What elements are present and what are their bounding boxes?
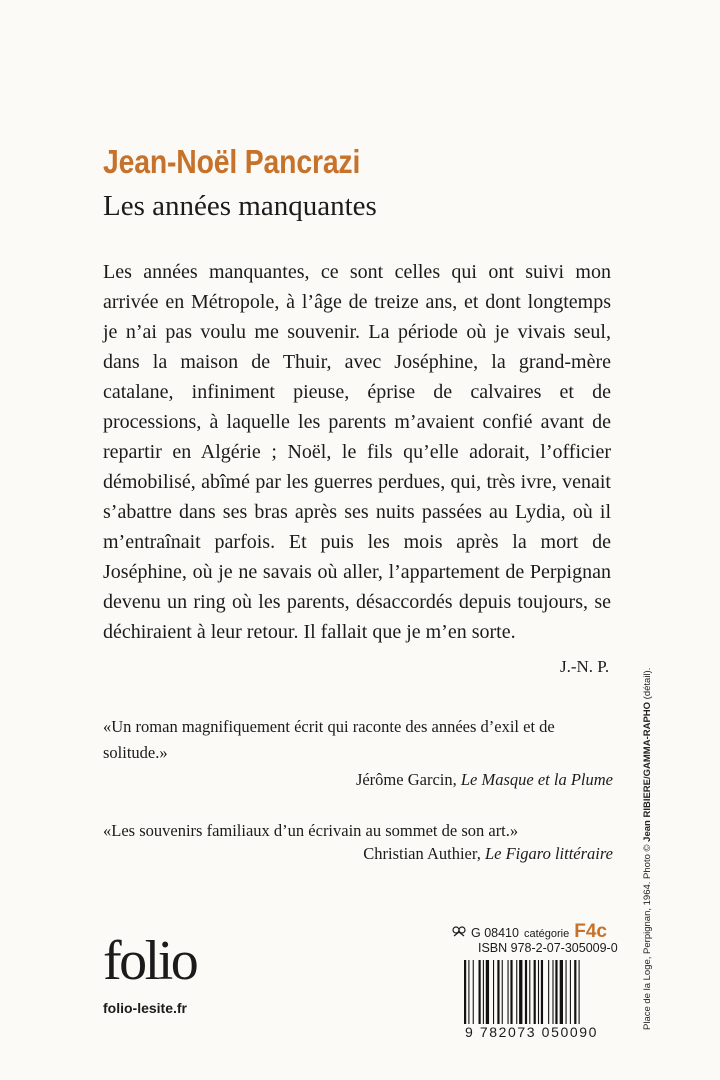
author-name: Jean-Noël Pancrazi [103, 143, 361, 180]
quote-attribution [356, 770, 613, 790]
quote-attribution [363, 844, 613, 864]
quote-critic: Christian Authier, [363, 844, 481, 863]
price-category-row [452, 921, 607, 943]
photo-credit [642, 668, 653, 1030]
barcode-icon [462, 960, 616, 1034]
press-quote: «Les souvenirs familiaux d’un écrivain au sommet de son art.» [103, 821, 519, 840]
category-label: catégorie [523, 928, 570, 940]
quote-source: Le Figaro littéraire [484, 844, 613, 863]
back-cover-blurb: Les années manquantes, ce sont celles qui ont suivi mon arrivée en Métropole, à l’âge de treize ans, et dont longtemps je n’ai pas voulu me souvenir. La période où je vivais seul, dans la maison de Thuir, avec Joséphine, la grand-mère catalane, infiniment pieuse, éprise de calvaires et de processions, à laquelle les parents m’avaient confié avant de repartir en Algérie ; Noël, le fils qu’elle adorait, l’officier démobilisé, abîmé par les guerres perdues, qui, très ivre, venait s’abattre dans ses bras après ses nuits passées au Lydia, où il m’entraînait parfois. Et puis les mois après la mort de Joséphine, où je ne savais où aller, l’appartement de Perpignan devenu un ring où les parents, désaccordés depuis toujours, se déchiraient à leur retour. Il fallait que je m’en sorte. [103, 261, 611, 643]
photo-credit-text: Place de la Loge, Perpignan, 1964. Photo © [642, 841, 653, 1030]
gallimard-icon [452, 926, 466, 937]
quote-critic: Jérôme Garcin, [355, 770, 457, 789]
photo-credit-suffix: (détail). [642, 667, 653, 702]
quote-source: Le Masque et la Plume [460, 770, 613, 789]
isbn: ISBN 978-2-07-305009-0 [478, 941, 618, 955]
barcode-digits: 9 782073 050090 [465, 1024, 598, 1040]
photo-credit-agency: Jean RIBIERE/GAMMA-RAPHO [642, 701, 653, 842]
price-code: G 08410 [471, 926, 519, 940]
book-title: Les années manquantes [103, 190, 377, 222]
blurb-signature: J.-N. P. [560, 657, 610, 676]
press-quote: «Un roman magnifiquement écrit qui raconte des années d’exil et de solitude.» [103, 717, 555, 762]
folio-logo: folio [103, 930, 197, 992]
category-value: F4c [574, 921, 607, 942]
publisher-website: folio-lesite.fr [103, 1000, 188, 1016]
